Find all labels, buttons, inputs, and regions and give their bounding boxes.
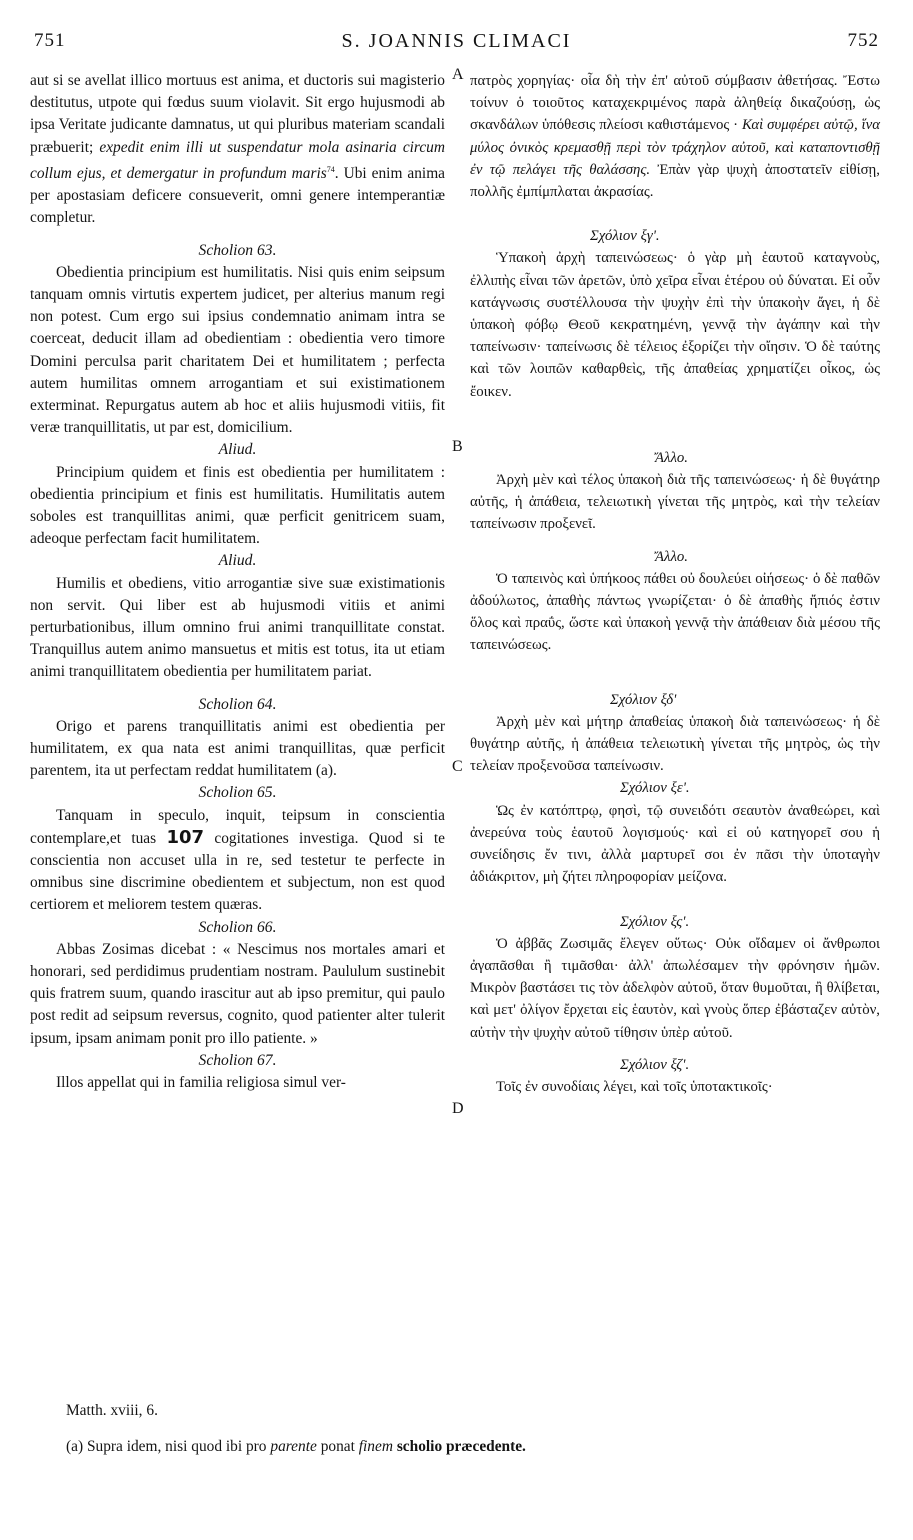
margin-marker-b: B [452,438,463,455]
scholion-64-heading-greek: Σχόλιον ξδ' [610,691,677,708]
greek-column [470,70,880,1098]
column-number: 107 [166,826,205,848]
latin-column [30,70,445,1094]
scholion-67-text: Illos appellat qui in familia religiosa simul ver- [56,1074,346,1092]
scholion-66-heading-greek: Σχόλιον ξς'. [620,913,690,930]
editorial-footnote: (a) Supra idem, nisi quod ibi pro parente ponat finem scholio præcedente. [66,1438,526,1455]
scholion-66-heading: Scholion 66. [198,918,277,936]
page-number-left: 751 [34,30,66,51]
scholion-64-text-greek: Ἀρχὴ μὲν καὶ μήτηρ ἀπαθείας ὑπακοὴ διὰ ταπεινώσεως· ἡ δὲ θυγάτηρ αὐτῆς, ἡ ἀπάθεια τελειωτικὴ γίνεται τῆς μητρὸς, ὡς τὴν τελείαν προξενοῦσα ταπείνωσιν. [470,713,880,775]
scholion-67-text-greek: Τοῖς ἐν συνοδίαις λέγει, καὶ τοῖς ὑποτακτικοῖς· [496,1078,773,1095]
scholion-67-heading: Scholion 67. [198,1051,277,1069]
allo-2-heading: Ἄλλο. [655,548,688,565]
footnote-marker: 74 [326,164,335,174]
scholion-64-heading: Scholion 64. [198,695,277,713]
scholion-63-text-greek: Ὑπακοὴ ἀρχὴ ταπεινώσεως· ὁ γὰρ μὴ ἑαυτοῦ καταγνοὺς, ἐλλιπὴς εἶναι τῶν ἀρετῶν, ὑπὸ χεῖρα εἶναι ἑτέρου οὐ δύναται. Εἰ οὖν κατάγνωσις συστέλλουσα τὴν ψυχὴν ἐπὶ τὴν ὑπακοὴν ἄγει, ἡ δὲ ὑπακοὴ φόβῳ Θεοῦ κεκρατημένη, γεννᾷ τὴν ἀγάπην καὶ τὴν ταπείνωσιν· ταπείνωσις δὲ τέλειος ἐξορίζει τὴν οἴησιν. Ὁ δὲ ταύτης καὶ τῶν λοιπῶν καθαρθεὶς, τῆς ἀπαθείας χρηματίζει οἶκος, ὡς ἔοικεν. [470,250,880,400]
scholion-63-text: Obedientia principium est humilitatis. Nisi quis enim seipsum tanquam omnis virtutis expertem judicet, per alterius manum regi non potest. Cum ergo sui ipsius condemnatio animam intra se coerceat, deducit illam ad obedientiam : obedientia vero timore Domini perculsa parit charitatem Dei et humilitatem ; perfecta autem humilitas omnem arrogantiam et sui existimationem exterminat. Repurgatus autem ab hoc et aliis hujusmodi vitiis, fit veræ tranquillitatis, ut par est, domicilium. [30,263,445,437]
page-number-right: 752 [847,30,879,51]
running-header [34,30,879,64]
scholion-66-text-greek: Ὁ ἀββᾶς Ζωσιμᾶς ἔλεγεν οὕτως· Οὐκ οἴδαμεν οἱ ἄνθρωποι ἀγαπᾶσθαι ἢ τιμᾶσθαι· ἀλλ' ἀπωλέσαμεν τὴν φρόνησιν ἡμῶν. Μικρὸν βαστάσει τις τὸν ἀδελφὸν αὐτοῦ, ὅταν θυμοῦται, ἢ θλίβεται, καὶ μετ' ὀλίγον ἔρχεται εἰς ἑαυτὸν, καὶ γνοὺς ὅπερ ἐβάσταζεν αὐτὸν, αὐτὴν τὴν ψυχὴν αὐτοῦ τίθησιν ὑπὲρ αὐτοῦ. [470,935,880,1041]
scholion-63-heading-greek: Σχόλιον ξγ'. [590,228,660,245]
aliud-1-text: Principium quidem et finis est obedientia per humilitatem : obedientia principium et finis est humilitatis. Humilitatis autem soboles est tranquillitas animi, quæ perficit genitricem suam, adeoque perfectam facit humilitatem. [30,463,445,548]
scripture-quote-latin: expedit enim illi ut suspendatur mola asinaria circum collum ejus, et demergatur in profundum maris [30,138,445,182]
allo-1-text: Ἀρχὴ μὲν καὶ τέλος ὑπακοὴ διὰ τῆς ταπεινώσεως· ἡ δὲ θυγάτηρ αὐτῆς, ἡ ἀπάθεια, τελειωτικὴ γίνεται τῆς μητρὸς, καὶ τὴν τελείαν ταπείνωσιν προξενεῖ. [470,472,880,533]
scripture-reference-footnote: Matth. xviii, 6. [66,1402,158,1419]
allo-1-heading: Ἄλλο. [655,449,688,466]
scholion-64-text: Origo et parens tranquillitatis animi est obedientia per humilitatem, ex qua nata est animi tranquillitas, quæ perficit parentem, ita ut perfectam reddat humilitatem (a). [30,717,445,780]
aliud-2-heading: Aliud. [218,552,257,570]
scholion-65-heading-greek: Σχόλιον ξε'. [620,780,690,797]
margin-marker-c: C [452,758,463,775]
greek-paragraph-1: πατρὸς χορηγίας· οἷα δὴ τὴν ἐπ' αὐτοῦ σύμβασιν ἀθετήσας. Ἔστω τοίνυν ὁ τοιοῦτος καταχεκριμένος παρὰ ἀληθείᾳ δικαζούσῃ, ὡς σκανδάλων ὑπόθεσις πλείοσι καθιστάμενος · Καὶ συμφέρει αὐτῷ, ἵνα μύλος ὀνικὸς κρεμασθῇ περὶ τὸν τράχηλον αὐτοῦ, καὶ καταποντισθῇ ἐν τῷ πελάγει τῆς θαλάσσης. Ἐπὰν γὰρ ψυχὴ ἀποστατεῖν εἰθίσῃ, πολλῆς ἐμπίμπλαται ἀκρασίας. [470,73,880,201]
margin-marker-d: D [452,1100,464,1117]
scholion-65-text-greek: Ὡς ἐν κατόπτρῳ, φησὶ, τῷ συνειδότι σεαυτὸν ἀναθεώρει, καὶ ἀνερεύνα τοὺς ἑαυτοῦ λογισμούς· καὶ εἰ οὐ κατηγορεῖ σου ἡ συνείδησις ἔν τινι, ἀλλὰ μαρτυρεῖ σοι ἐν πᾶσι τὴν ὑποταγὴν ἀδιάκριτον, μὴ ζήτει πληροφορίαν μείζονα. [470,802,880,886]
latin-paragraph-1: aut si se avellat illico mortuus est anima, et ductoris sui magisterio destitutus, utpote qui fœdus suum violavit. Sit ergo hujusmodi ab ipsa Veritate judicante damnatus, ut qui pluribus materiam scandali præbuerit; expedit enim illi ut suspendatur mola asinaria circum collum ejus, et demergatur in profundum maris$^{74}$. Ubi enim anima per apostasiam deficere consueverit, omni genere intemperantiæ completur. [30,72,445,227]
scripture-quote-greek: Καὶ συμφέρει αὐτῷ, ἵνα μύλος ὀνικὸς κρεμασθῇ περὶ τὸν τράχηλον αὐτοῦ, καὶ καταποντισθῇ ἐν τῷ πελάγει τῆς θαλάσσης. [470,117,880,178]
scholion-65-text: Tanquam in speculo, inquit, teipsum in conscientia contemplare,et tuas 107 cogitationes investiga. Quod si te conscientia non accuset ulla in re, sed testetur te perfecte in omnibus sine discrimine obedientem et subjectum, non est quod certiorem et meliorem testem quæras. [30,806,445,914]
scholion-66-text: Abbas Zosimas dicebat : « Nescimus nos mortales amari et honorari, sed perdidimus prudentiam nostram. Paululum sustinebit quis fratrem suum, quando irascitur aut ab ipso premitur, qui paulo post redit ad seipsum reversus, cognito, quod patienter alter tulerit ipsum, ipsam animam ponit pro illo patiente. » [30,940,445,1047]
aliud-2-text: Humilis et obediens, vitio arrogantiæ sive suæ existimationis non servit. Qui liber est ab hujusmodi vitiis et animi perturbationibus, illum omnino frui animi tranquillitate constat. Tranquillus autem animo mansuetus et mitis est totus, ita ut etiam animi tranquillitatem obedientia per humilitatem pariat. [30,574,445,681]
aliud-1-heading: Aliud. [218,441,257,459]
scholion-67-heading-greek: Σχόλιον ξζ'. [620,1056,690,1073]
allo-2-text: Ὁ ταπεινὸς καὶ ὑπήκοος πάθει οὐ δουλεύει οἰήσεως· ὁ δὲ παθῶν ἀδούλωτος, ἀπαθὴς πάντως γνωρίζεται· ὁ δὲ ἀπαθὴς ἤπιός ἐστιν ὅλος καὶ πραΰς, ὥστε καὶ ὑπακοὴ γεννᾷ τὴν ἀπάθειαν διὰ μέσου τῆς ταπεινώσεως. [470,570,880,654]
scholion-65-heading: Scholion 65. [198,784,277,802]
scholion-63-heading: Scholion 63. [198,241,277,259]
margin-marker-a: A [452,66,464,83]
running-title: S. JOANNIS CLIMACI [341,30,572,52]
